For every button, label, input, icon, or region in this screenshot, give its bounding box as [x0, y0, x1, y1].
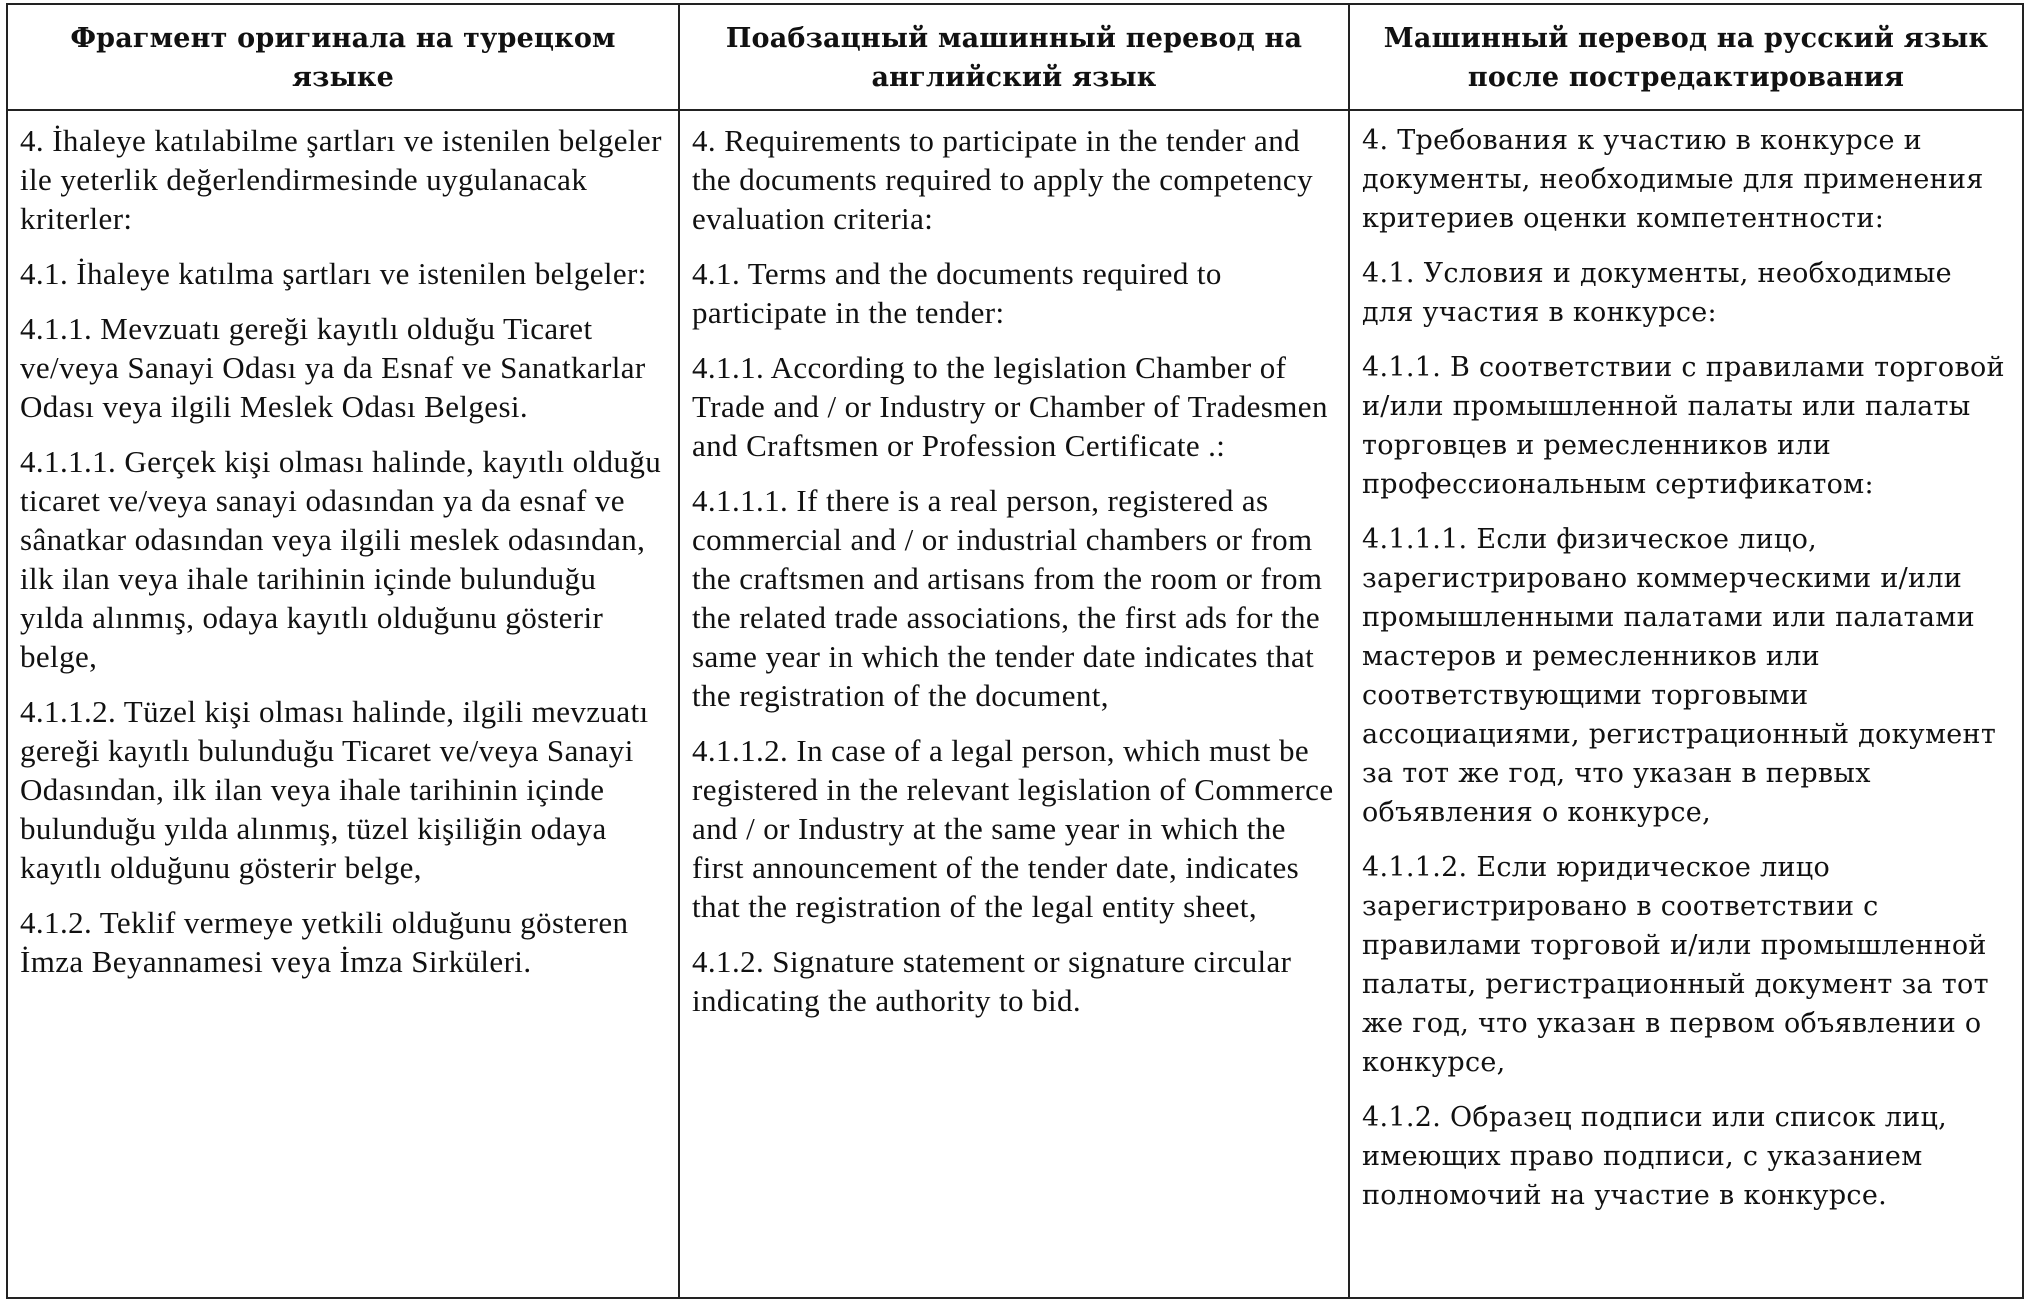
header-row [7, 4, 2023, 110]
russian-paragraph: 4. Требования к участию в конкурсе и документы, необходимые для применения критериев оценки компетентности: [1362, 125, 1984, 234]
turkish-paragraph: 4.1.1.1. Gerçek kişi olması halinde, kayıtlı olduğu ticaret ve/veya sanayi odasından ya da esnaf ve sânatkar odasından veya ilgili meslek odasından, ilk ilan veya ihale tarihinin içinde bulunduğu yılda alınmış, odaya kayıtlı olduğunu gösterir belge, [20, 444, 662, 674]
turkish-paragraph: 4.1.2. Teklif vermeye yetkili olduğunu gösteren İmza Beyannamesi veya İmza Sirküleri. [20, 905, 629, 979]
russian-paragraph: 4.1.1.1. Если физическое лицо, зарегистрировано коммерческими и/или промышленными палатами или палатами мастеров и ремесленников или соответствующими торговыми ассоциациями, регистрационный документ за тот же год, что указан в первых объявления о конкурсе, [1362, 524, 1997, 828]
english-paragraph: 4.1.2. Signature statement or signature circular indicating the authority to bid. [692, 944, 1292, 1018]
russian-column [1349, 110, 2023, 1298]
russian-paragraph: 4.1. Условия и документы, необходимые для участия в конкурсе: [1362, 258, 1952, 328]
russian-paragraph: 4.1.2. Образец подписи или список лиц, имеющих право подписи, с указанием полномочий на участие в конкурсе. [1362, 1102, 1948, 1211]
russian-paragraph: 4.1.1.2. Если юридическое лицо зарегистрировано в соответствии с правилами торговой и/или промышленной палаты, регистрационный документ за тот же год, что указан в первом объявлении о конкурсе, [1362, 852, 1989, 1078]
header-turkish-original: Фрагмент оригинала на турецком языке [7, 4, 679, 110]
english-paragraph: 4.1.1.2. In case of a legal person, which must be registered in the relevant legislation of Commerce and / or Industry at the same year in which the first announcement of the tender date, indicates that the registration of the legal entity sheet, [692, 733, 1334, 924]
header-english-translation: Поабзацный машинный перевод на английский язык [679, 4, 1349, 110]
header-russian-translation: Машинный перевод на русский язык после постредактирования [1349, 4, 2023, 110]
turkish-paragraph: 4.1. İhaleye katılma şartları ve istenilen belgeler: [20, 256, 647, 291]
english-column [679, 110, 1349, 1298]
english-paragraph: 4.1. Terms and the documents required to participate in the tender: [692, 256, 1222, 330]
turkish-paragraph: 4.1.1. Mevzuatı gereği kayıtlı olduğu Ticaret ve/veya Sanayi Odası ya da Esnaf ve Sanatkarlar Odası veya ilgili Meslek Odası Belgesi. [20, 311, 646, 424]
english-paragraph: 4. Requirements to participate in the tender and the documents required to apply the competency evaluation criteria: [692, 123, 1313, 236]
english-paragraph: 4.1.1.1. If there is a real person, registered as commercial and / or industrial chambers or from the craftsmen and artisans from the room or from the related trade associations, the first ads for the same year in which the tender date indicates that the registration of the document, [692, 483, 1323, 713]
russian-paragraph: 4.1.1. В соответствии с правилами торговой и/или промышленной палаты или палаты торговцев и ремесленников или профессиональным сертификатом: [1362, 352, 2005, 500]
content-row [7, 110, 2023, 1298]
turkish-paragraph: 4.1.1.2. Tüzel kişi olması halinde, ilgili mevzuatı gereği kayıtlı bulunduğu Ticaret ve/veya Sanayi Odasından, ilk ilan veya ihale tarihinin içinde bulunduğu yılda alınmış, tüzel kişiliğin odaya kayıtlı olduğunu gösterir belge, [20, 694, 649, 885]
turkish-column [7, 110, 679, 1298]
english-paragraph: 4.1.1. According to the legislation Chamber of Trade and / or Industry or Chamber of Tradesmen and Craftsmen or Profession Certificate .: [692, 350, 1328, 463]
turkish-paragraph: 4. İhaleye katılabilme şartları ve istenilen belgeler ile yeterlik değerlendirmesinde uygulanacak kriterler: [20, 123, 662, 236]
translation-comparison-table [6, 3, 2024, 1299]
